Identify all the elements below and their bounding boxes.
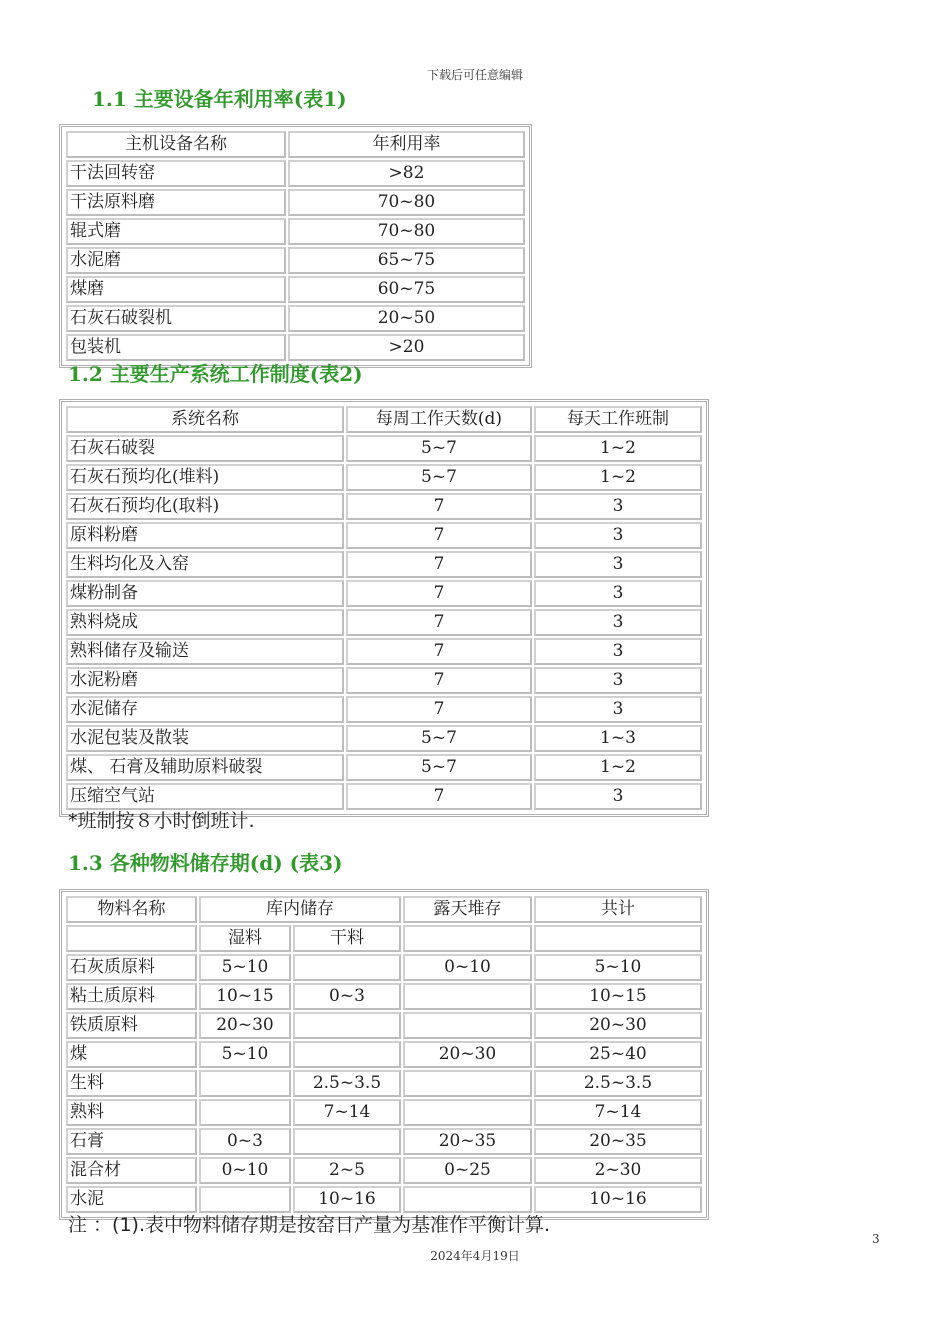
table-3: [59, 889, 709, 1220]
table-3-note: 注 ：(1).表中物料储存期是按窑日产量为基准作平衡计算.: [68, 1214, 551, 1236]
table-row: [66, 1157, 702, 1184]
table-row: [66, 1186, 702, 1213]
table-cell: [403, 1099, 532, 1126]
table-cell: 5~10: [534, 954, 702, 981]
table-header-row: [66, 896, 702, 923]
table-row: [66, 754, 702, 781]
table-cell: [293, 1128, 401, 1155]
table-cell: 0~3: [199, 1128, 291, 1155]
row-label-cell: 石灰石破裂机: [66, 305, 286, 332]
column-header: 系统名称: [66, 406, 344, 433]
table-row: [66, 305, 525, 332]
table-row: [66, 667, 702, 694]
table-row: [66, 1041, 702, 1068]
table-row: [66, 247, 525, 274]
table-row: [66, 334, 525, 361]
page-number: 3: [872, 1232, 880, 1246]
table-cell: 60~75: [288, 276, 525, 303]
table-cell: [199, 1099, 291, 1126]
table-cell: [293, 954, 401, 981]
row-label-cell: 铁质原料: [66, 1012, 197, 1039]
table-cell: 0~25: [403, 1157, 532, 1184]
table-cell: 7~14: [293, 1099, 401, 1126]
table-cell: 3: [534, 493, 702, 520]
row-label-cell: 熟料: [66, 1099, 197, 1126]
column-header: 每周工作天数(d): [346, 406, 532, 433]
table-cell: 5~10: [199, 954, 291, 981]
table-row: [66, 218, 525, 245]
section-3-heading: 1.3 各种物料储存期(d) (表3): [68, 851, 343, 875]
table-cell: 7: [346, 783, 532, 810]
row-label-cell: 包装机: [66, 334, 286, 361]
row-label-cell: 干法原料磨: [66, 189, 286, 216]
table-cell: 2~5: [293, 1157, 401, 1184]
table-cell: [293, 1041, 401, 1068]
table-cell: 3: [534, 522, 702, 549]
row-label-cell: 干法回转窑: [66, 160, 286, 187]
row-label-cell: 生料: [66, 1070, 197, 1097]
section-2-heading: 1.2 主要生产系统工作制度(表2): [68, 362, 363, 386]
column-header: 共计: [534, 896, 702, 923]
column-header: 每天工作班制: [534, 406, 702, 433]
column-header: 物料名称: [66, 896, 197, 923]
table-cell: 20~35: [403, 1128, 532, 1155]
table-cell: [403, 1012, 532, 1039]
table-cell: [66, 925, 197, 952]
table-cell: 1~2: [534, 464, 702, 491]
table-cell: 70~80: [288, 189, 525, 216]
table-row: [66, 160, 525, 187]
table-row: [66, 276, 525, 303]
row-label-cell: 水泥: [66, 1186, 197, 1213]
table-cell: 5~7: [346, 725, 532, 752]
table-cell: 1~2: [534, 754, 702, 781]
table-cell: 20~30: [403, 1041, 532, 1068]
table-cell: 3: [534, 696, 702, 723]
table-1: [59, 124, 532, 368]
table-cell: 5~7: [346, 464, 532, 491]
row-label-cell: 煤粉制备: [66, 580, 344, 607]
table-cell: 3: [534, 638, 702, 665]
table-header-row: [66, 131, 525, 158]
table-cell: 5~10: [199, 1041, 291, 1068]
table-cell: 10~16: [293, 1186, 401, 1213]
row-label-cell: 辊式磨: [66, 218, 286, 245]
table-row: [66, 189, 525, 216]
table-row: [66, 983, 702, 1010]
table-cell: 3: [534, 783, 702, 810]
table-cell: 10~16: [534, 1186, 702, 1213]
table-cell: [403, 1186, 532, 1213]
row-label-cell: 煤: [66, 1041, 197, 1068]
table-cell: 0~3: [293, 983, 401, 1010]
row-label-cell: 石灰石破裂: [66, 435, 344, 462]
table-cell: 7: [346, 696, 532, 723]
table-row: [66, 435, 702, 462]
table-cell: 3: [534, 609, 702, 636]
row-label-cell: 压缩空气站: [66, 783, 344, 810]
table-row: [66, 1099, 702, 1126]
table-cell: 70~80: [288, 218, 525, 245]
table-2-note: *班制按８小时倒班计.: [68, 810, 255, 832]
table-cell: 10~15: [534, 983, 702, 1010]
subcolumn-header: 干料: [293, 925, 401, 952]
table-cell: 10~15: [199, 983, 291, 1010]
row-label-cell: 粘土质原料: [66, 983, 197, 1010]
row-label-cell: 煤磨: [66, 276, 286, 303]
table-row: [66, 1128, 702, 1155]
row-label-cell: 煤、 石膏及辅助原料破裂: [66, 754, 344, 781]
table-row: [66, 638, 702, 665]
table-cell: 2.5~3.5: [534, 1070, 702, 1097]
table-cell: 25~40: [534, 1041, 702, 1068]
table-cell: 0~10: [199, 1157, 291, 1184]
table-cell: 3: [534, 667, 702, 694]
table-row: [66, 580, 702, 607]
table-row: [66, 551, 702, 578]
table-cell: 65~75: [288, 247, 525, 274]
table-cell: 7: [346, 667, 532, 694]
table-header-row: [66, 406, 702, 433]
page-header: 下载后可任意编辑: [426, 68, 523, 82]
table-cell: 20~30: [199, 1012, 291, 1039]
table-subheader-row: [66, 925, 702, 952]
table-row: [66, 493, 702, 520]
row-label-cell: 石灰石预均化(取料): [66, 493, 344, 520]
table-cell: 7: [346, 609, 532, 636]
row-label-cell: 水泥储存: [66, 696, 344, 723]
column-header: 年利用率: [288, 131, 525, 158]
table-cell: 20~30: [534, 1012, 702, 1039]
table-row: [66, 522, 702, 549]
row-label-cell: 混合材: [66, 1157, 197, 1184]
column-header: 主机设备名称: [66, 131, 286, 158]
table-cell: [403, 983, 532, 1010]
table-cell: 3: [534, 580, 702, 607]
table-cell: 7: [346, 638, 532, 665]
row-label-cell: 熟料烧成: [66, 609, 344, 636]
table-cell: 1~2: [534, 435, 702, 462]
row-label-cell: 生料均化及入窑: [66, 551, 344, 578]
table-row: [66, 696, 702, 723]
column-header: 露天堆存: [403, 896, 532, 923]
table-cell: >20: [288, 334, 525, 361]
table-row: [66, 954, 702, 981]
column-header: 库内储存: [199, 896, 401, 923]
table-cell: [199, 1186, 291, 1213]
subcolumn-header: 湿料: [199, 925, 291, 952]
row-label-cell: 石灰石预均化(堆料): [66, 464, 344, 491]
table-cell: 5~7: [346, 754, 532, 781]
table-row: [66, 1070, 702, 1097]
table-cell: [199, 1070, 291, 1097]
table-cell: [534, 925, 702, 952]
table-cell: 20~50: [288, 305, 525, 332]
table-row: [66, 725, 702, 752]
table-cell: 7: [346, 522, 532, 549]
table-cell: 7: [346, 580, 532, 607]
row-label-cell: 石灰质原料: [66, 954, 197, 981]
table-cell: 7: [346, 493, 532, 520]
page-footer: 2024年4月19日: [430, 1249, 520, 1263]
table-cell: 20~35: [534, 1128, 702, 1155]
row-label-cell: 石膏: [66, 1128, 197, 1155]
table-cell: [403, 1070, 532, 1097]
table-2: [59, 399, 709, 817]
table-cell: 3: [534, 551, 702, 578]
table-row: [66, 1012, 702, 1039]
table-cell: 7~14: [534, 1099, 702, 1126]
table-cell: [293, 1012, 401, 1039]
table-cell: 0~10: [403, 954, 532, 981]
table-cell: 2~30: [534, 1157, 702, 1184]
section-1-heading: 1.1 主要设备年利用率(表1): [92, 87, 347, 111]
row-label-cell: 原料粉磨: [66, 522, 344, 549]
row-label-cell: 熟料储存及输送: [66, 638, 344, 665]
table-cell: [403, 925, 532, 952]
row-label-cell: 水泥粉磨: [66, 667, 344, 694]
table-row: [66, 464, 702, 491]
row-label-cell: 水泥包装及散装: [66, 725, 344, 752]
table-cell: 7: [346, 551, 532, 578]
table-cell: 2.5~3.5: [293, 1070, 401, 1097]
table-cell: >82: [288, 160, 525, 187]
table-cell: 1~3: [534, 725, 702, 752]
row-label-cell: 水泥磨: [66, 247, 286, 274]
table-cell: 5~7: [346, 435, 532, 462]
table-row: [66, 609, 702, 636]
